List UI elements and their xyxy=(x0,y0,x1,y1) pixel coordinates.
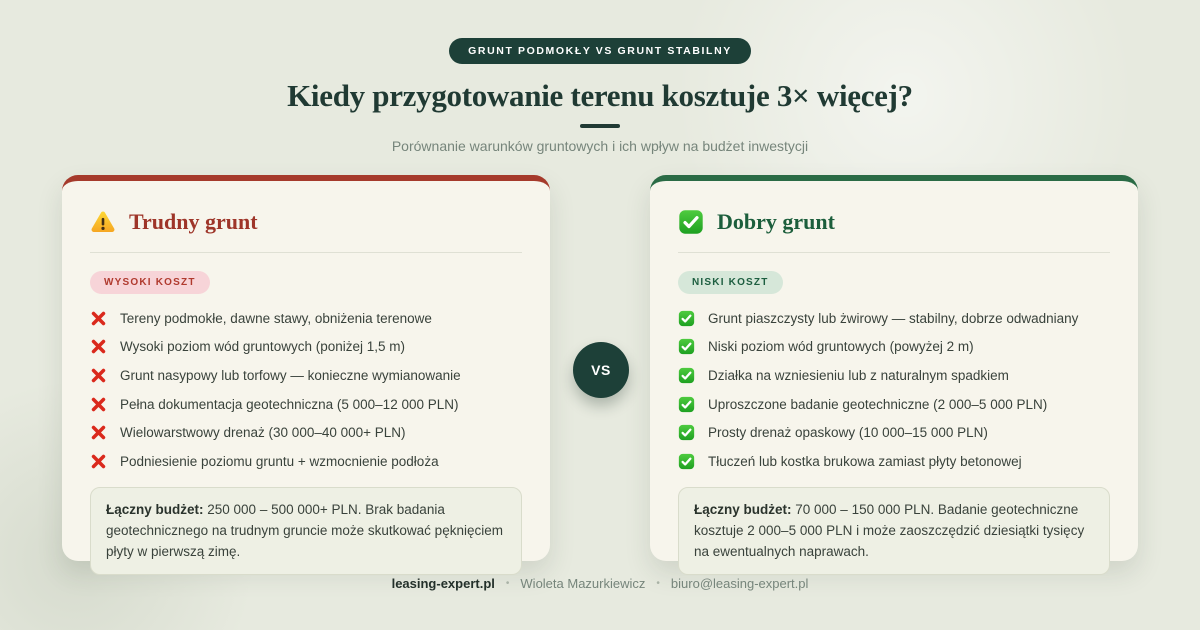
page-header xyxy=(0,0,1200,154)
brand-name: leasing-expert.pl xyxy=(391,576,495,591)
separator-dot: • xyxy=(505,578,510,589)
list-item xyxy=(678,447,1110,476)
check-icon xyxy=(678,453,695,470)
difficult-ground-card xyxy=(62,175,550,561)
cross-icon xyxy=(90,396,107,413)
check-icon xyxy=(678,367,695,384)
card-heading-good: Dobry grunt xyxy=(717,209,835,234)
list-item-text: Prosty drenaż opaskowy (10 000–15 000 PLN) xyxy=(708,425,988,441)
list-item xyxy=(90,447,522,476)
list-item xyxy=(678,361,1110,390)
check-icon xyxy=(678,424,695,441)
cross-icon xyxy=(90,367,107,384)
contact-email: biuro@leasing-expert.pl xyxy=(670,576,809,591)
budget-summary-good xyxy=(678,487,1110,575)
good-ground-list xyxy=(678,304,1110,476)
topic-badge: GRUNT PODMOKŁY VS GRUNT STABILNY xyxy=(449,38,751,64)
summary-label: Łączny budżet: xyxy=(694,501,792,517)
cross-icon xyxy=(90,338,107,355)
list-item xyxy=(90,361,522,390)
list-item-text: Tłuczeń lub kostka brukowa zamiast płyty betonowej xyxy=(708,453,1022,469)
cross-icon xyxy=(90,424,107,441)
list-item-text: Pełna dokumentacja geotechniczna (5 000–12 000 PLN) xyxy=(120,396,459,412)
list-item xyxy=(678,390,1110,419)
card-heading-difficult: Trudny grunt xyxy=(129,209,258,234)
difficult-ground-list xyxy=(90,304,522,476)
list-item xyxy=(678,333,1110,362)
list-item xyxy=(678,304,1110,333)
separator-dot: • xyxy=(656,578,660,589)
page-footer xyxy=(0,576,1200,591)
card-header xyxy=(678,209,1110,235)
summary-text: 70 000 – 150 000 PLN. Badanie geotechniczne kosztuje 2 000–5 000 PLN i może zaoszczędzić dziesiątki tysięcy na ewentualnych naprawach. xyxy=(694,501,1085,560)
list-item-text: Niski poziom wód gruntowych (powyżej 2 m) xyxy=(708,339,974,355)
list-item xyxy=(90,304,522,333)
cross-icon xyxy=(90,453,107,470)
check-icon xyxy=(678,338,695,355)
cost-tag-high: WYSOKI KOSZT xyxy=(90,271,210,294)
check-icon xyxy=(678,310,695,327)
cost-tag-low: NISKI KOSZT xyxy=(678,271,783,294)
card-divider xyxy=(90,252,522,253)
card-header xyxy=(90,209,522,235)
warning-icon xyxy=(90,209,116,235)
list-item-text: Podniesienie poziomu gruntu + wzmocnienie podłoża xyxy=(120,453,439,469)
list-item xyxy=(90,390,522,419)
page-title: Kiedy przygotowanie terenu kosztuje 3× więcej? xyxy=(287,78,913,113)
summary-paragraph xyxy=(694,499,1094,563)
summary-text: 250 000 – 500 000+ PLN. Brak badania geotechnicznego na trudnym gruncie może skutkować pęknięciem płyty w pierwszą zimę. xyxy=(106,501,503,560)
check-icon xyxy=(678,209,704,235)
list-item xyxy=(90,418,522,447)
summary-label: Łączny budżet: xyxy=(106,501,204,517)
title-divider xyxy=(580,124,620,128)
list-item xyxy=(90,333,522,362)
page-subtitle: Porównanie warunków gruntowych i ich wpływ na budżet inwestycji xyxy=(391,138,809,154)
card-divider xyxy=(678,252,1110,253)
list-item-text: Wysoki poziom wód gruntowych (poniżej 1,5 m) xyxy=(120,339,405,355)
good-ground-card xyxy=(650,175,1138,561)
list-item-text: Działka na wzniesieniu lub z naturalnym spadkiem xyxy=(708,367,1009,383)
check-icon xyxy=(678,396,695,413)
author-name: Wioleta Mazurkiewicz xyxy=(520,576,646,591)
list-item-text: Grunt piaszczysty lub żwirowy — stabilny, dobrze odwadniany xyxy=(708,310,1079,326)
list-item-text: Uproszczone badanie geotechniczne (2 000–5 000 PLN) xyxy=(708,396,1048,412)
budget-summary-difficult xyxy=(90,487,522,575)
list-item xyxy=(678,418,1110,447)
summary-paragraph xyxy=(106,499,506,563)
vs-badge: VS xyxy=(573,342,629,398)
cross-icon xyxy=(90,310,107,327)
list-item-text: Tereny podmokłe, dawne stawy, obniżenia terenowe xyxy=(120,310,432,326)
list-item-text: Wielowarstwowy drenaż (30 000–40 000+ PLN) xyxy=(120,425,406,441)
list-item-text: Grunt nasypowy lub torfowy — konieczne wymianowanie xyxy=(120,367,461,383)
